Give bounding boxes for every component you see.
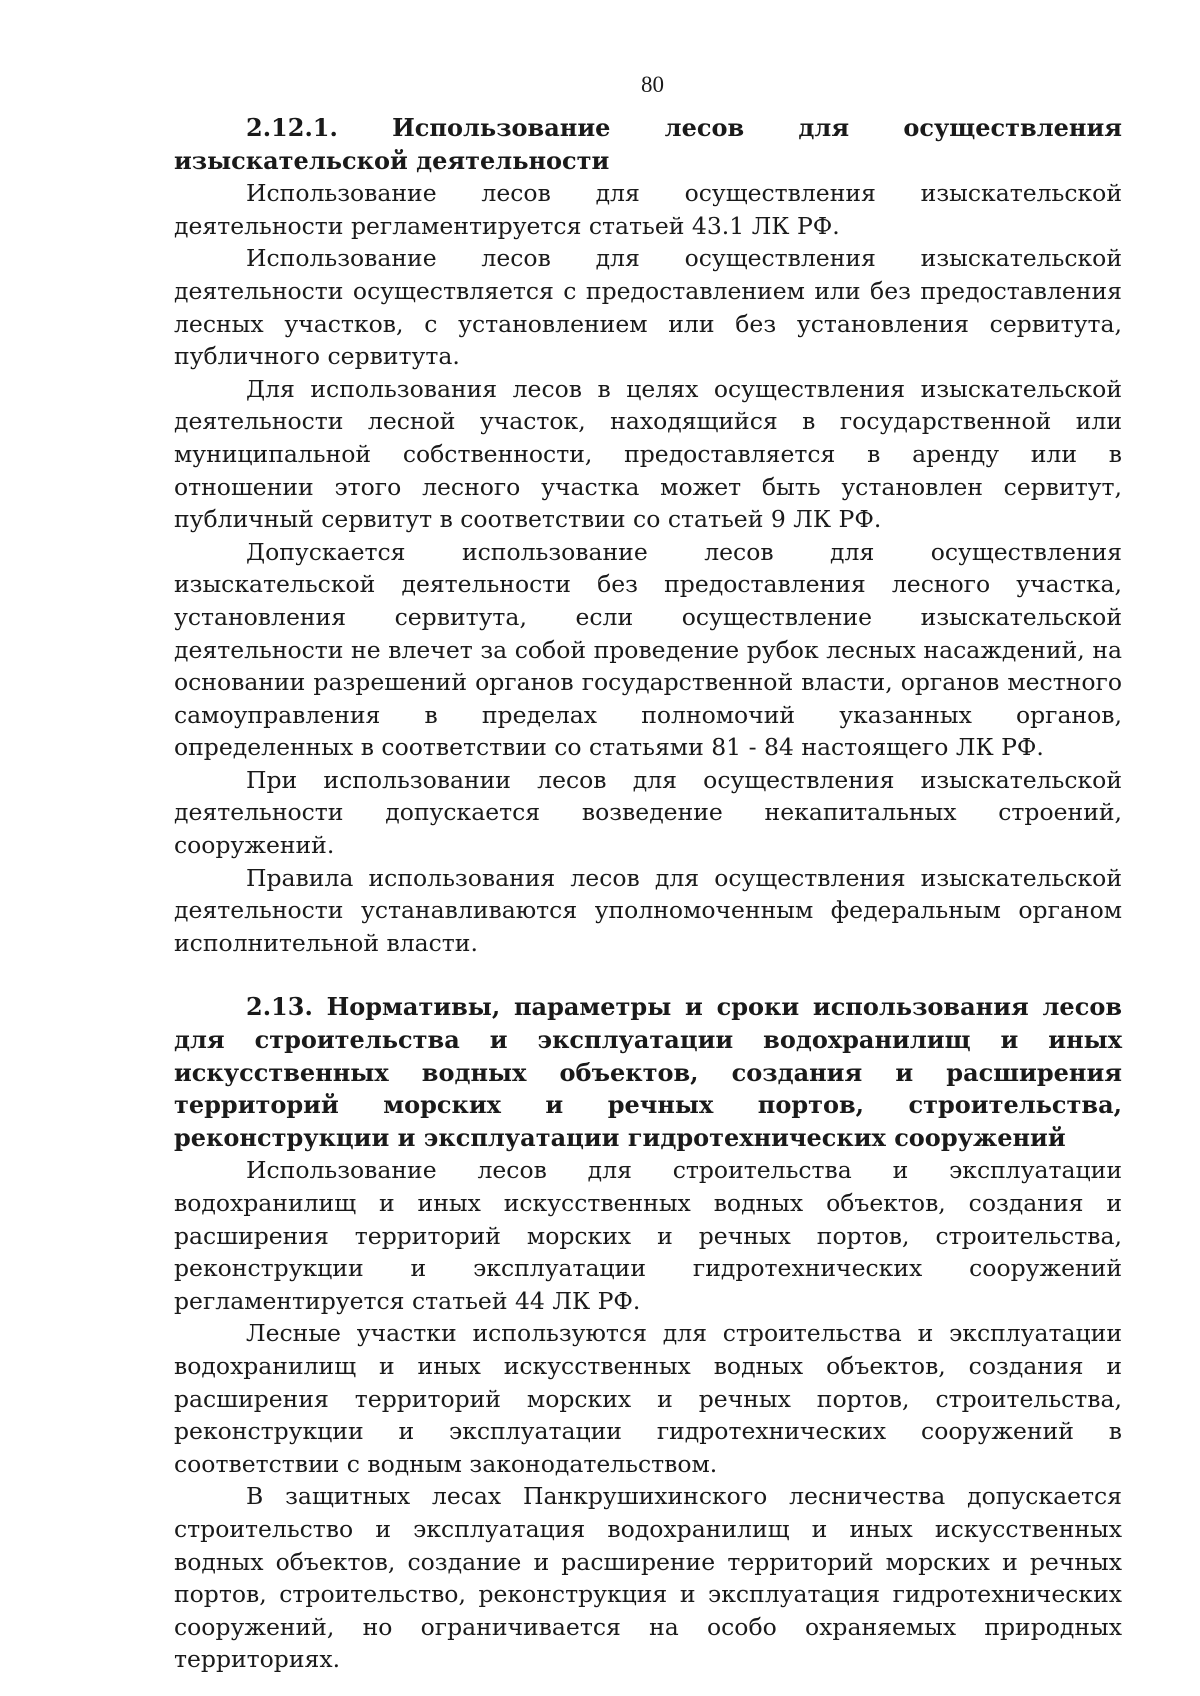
- page-number: 80: [641, 72, 664, 97]
- paragraph: Правила использования лесов для осуществления изыскательской деятельности устанавливаются уполномоченным федеральным органом исполнительной власти.: [174, 863, 1122, 957]
- section-spacer: [174, 959, 1122, 991]
- paragraph: Для использования лесов в целях осуществления изыскательской деятельности лесной участок, находящийся в государственной или муниципальной собственности, предоставляется в аренду или в отношении этого лесного участка может быть установлен сервитут, публичный сервитут в соответствии со статьей 9 ЛК РФ.: [174, 374, 1122, 534]
- paragraph: Использование лесов для осуществления изыскательской деятельности регламентируется статьей 43.1 ЛК РФ.: [174, 179, 1122, 240]
- paragraph: При использовании лесов для осуществления изыскательской деятельности допускается возведение некапитальных строений, сооружений.: [174, 765, 1122, 860]
- paragraph: В защитных лесах Панкрушихинского лесничества допускается строительство и эксплуатация водохранилищ и иных искусственных водных объектов, создание и расширение территорий морских и речных портов, строительство, реконструкция и эксплуатация гидротехнических сооружений, но ограничивается на особо охраняемых природных территориях.: [174, 1482, 1122, 1674]
- paragraph: Использование лесов для осуществления изыскательской деятельности осуществляется с предоставлением или без предоставления лесных участков, с установлением или без установления сервитута, публичного сервитута.: [174, 244, 1122, 371]
- section-heading-2-13: 2.13. Нормативы, параметры и сроки использования лесов для строительства и эксплуатации водохранилищ и иных искусственных водных объектов, создания и расширения территорий морских и речных портов, строительства, реконструкции и эксплуатации гидротехнических сооружений: [174, 992, 1122, 1152]
- paragraph: Использование лесов для строительства и эксплуатации водохранилищ и иных искусственных водных объектов, создания и расширения территорий морских и речных портов, строительства, реконструкции и эксплуатации гидротехнических сооружений регламентируется статьей 44 ЛК РФ.: [174, 1156, 1122, 1315]
- paragraph: Лесные участки используются для строительства и эксплуатации водохранилищ и иных искусственных водных объектов, создания и расширения территорий морских и речных портов, строительства, реконструкции и эксплуатации гидротехнических сооружений в соответствии с водным законодательством.: [174, 1319, 1122, 1478]
- section-heading-2-12-1: 2.12.1. Использование лесов для осуществления изыскательской деятельности: [174, 113, 1122, 175]
- page-content: [174, 112, 1122, 1676]
- paragraph: Допускается использование лесов для осуществления изыскательской деятельности без предоставления лесного участка, установления сервитута, если осуществление изыскательской деятельности не влечет за собой проведение рубок лесных насаждений, на основании разрешений органов государственной власти, органов местного самоуправления в пределах полномочий указанных органов, определенных в соответствии со статьями 81 - 84 настоящего ЛК РФ.: [174, 537, 1122, 762]
